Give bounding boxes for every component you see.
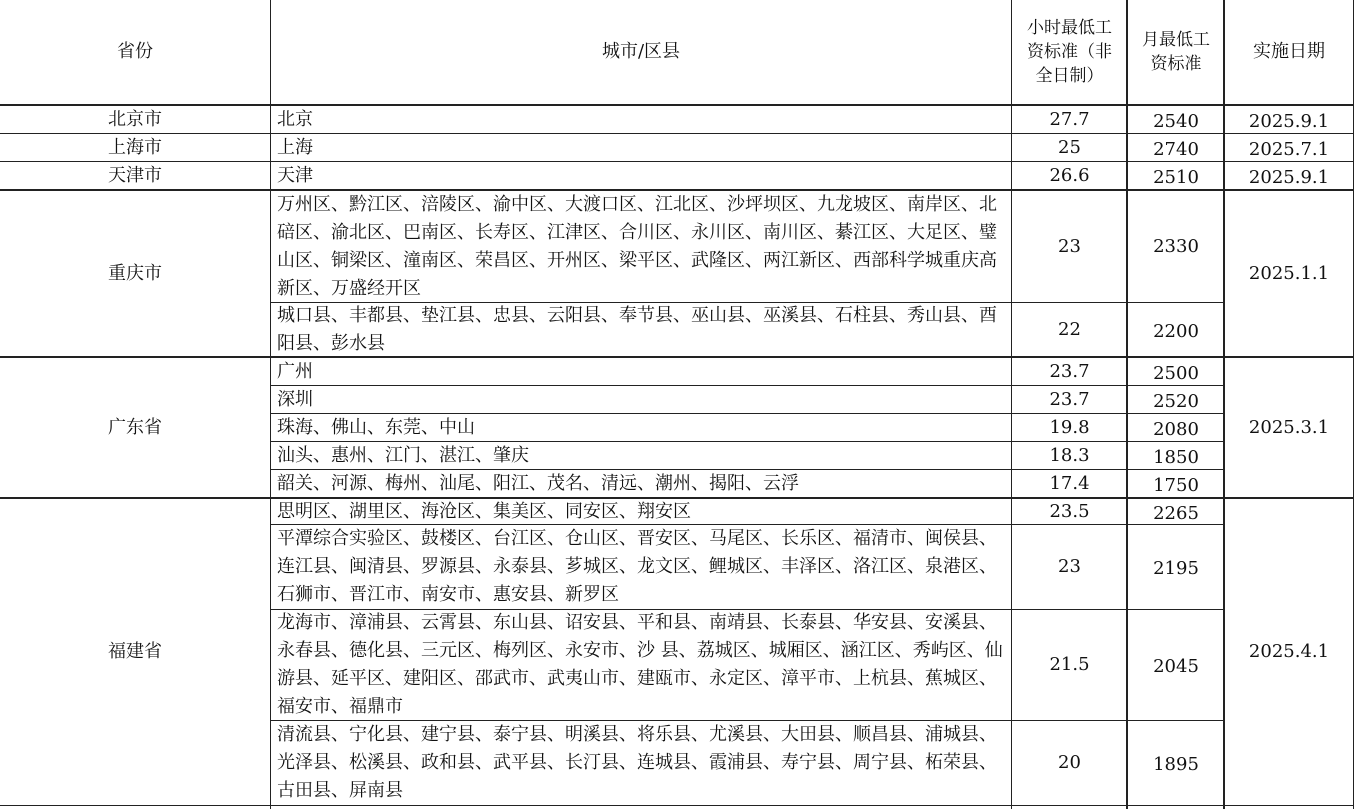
hourly-cell: 17.4	[1049, 472, 1090, 494]
hourly-cell: 23	[1058, 556, 1081, 577]
monthly-cell: 2330	[1153, 235, 1199, 257]
city-cell: 珠海、佛山、东莞、中山	[277, 416, 475, 438]
date-cell: 2025.9.1	[1248, 166, 1330, 188]
grid-line	[0, 497, 1354, 499]
date-cell: 2025.4.1	[1248, 640, 1330, 662]
grid-line	[1126, 0, 1128, 809]
monthly-cell: 2265	[1153, 502, 1199, 524]
header-province: 省份	[117, 41, 153, 62]
hourly-cell: 22	[1058, 318, 1081, 340]
city-cell: 城口县、丰都县、垫江县、忠县、云阳县、奉节县、巫山县、巫溪县、石柱县、秀山县、酉阳县、彭水县	[277, 304, 997, 354]
grid-line	[1353, 0, 1354, 809]
hourly-cell: 23.7	[1049, 360, 1090, 382]
hourly-cell: 23	[1058, 235, 1081, 257]
grid-line	[1011, 0, 1012, 809]
province-cell: 广东省	[108, 416, 162, 438]
grid-line	[270, 0, 271, 809]
grid-line	[1223, 0, 1225, 809]
grid-line	[0, 161, 1354, 162]
province-cell: 上海市	[108, 136, 162, 158]
city-cell: 万州区、黔江区、涪陵区、渝中区、大渡口区、江北区、沙坪坝区、九龙坡区、南岸区、北碚区、渝北区、巴南区、长寿区、江津区、合川区、永川区、南川区、綦江区、大足区、璧山区、铜梁区、潼南区、荣昌区、开州区、梁平区、武隆区、两江新区、西部科学城重庆高新区、万盛经开区	[277, 193, 997, 299]
city-cell: 龙海市、漳浦县、云霄县、东山县、诏安县、平和县、南靖县、长泰县、华安县、安溪县、永春县、德化县、三元区、梅列区、永安市、沙 县、荔城区、城厢区、涵江区、秀屿区、仙游县、延平区、建阳区、邵武市、武夷山市、建瓯市、永定区、漳平市、上杭县、蕉城区、福安市、福鼎市	[277, 612, 1003, 717]
monthly-cell: 2510	[1153, 166, 1199, 188]
province-cell: 北京市	[108, 108, 162, 130]
grid-line	[270, 441, 1224, 442]
header-hourly: 小时最低工资标准（非全日制）	[1027, 18, 1112, 86]
grid-line	[270, 524, 1224, 525]
grid-line	[270, 413, 1224, 414]
city-cell: 韶关、河源、梅州、汕尾、阳江、茂名、清远、潮州、揭阳、云浮	[277, 472, 799, 494]
hourly-cell: 26.6	[1049, 164, 1090, 186]
header-city: 城市/区县	[601, 41, 681, 62]
date-cell: 2025.7.1	[1248, 138, 1330, 160]
city-cell: 平潭综合实验区、鼓楼区、台江区、仓山区、晋安区、马尾区、长乐区、福清市、闽侯县、连江县、闽清县、罗源县、永泰县、芗城区、龙文区、鲤城区、丰泽区、洛江区、泉港区、石狮市、晋江市、南安市、惠安县、新罗区	[277, 528, 997, 605]
grid-line	[0, 133, 1354, 134]
monthly-cell: 2045	[1153, 656, 1199, 677]
grid-line	[0, 805, 1354, 806]
header-monthly: 月最低工资标准	[1142, 30, 1210, 74]
grid-line	[270, 609, 1224, 610]
city-cell: 汕头、惠州、江门、湛江、肇庆	[277, 444, 529, 466]
hourly-cell: 27.7	[1049, 108, 1090, 130]
grid-line	[0, 189, 1354, 191]
monthly-cell: 2080	[1153, 418, 1199, 440]
grid-line	[270, 385, 1224, 386]
monthly-cell: 1895	[1153, 753, 1199, 775]
monthly-cell: 1750	[1153, 474, 1199, 496]
hourly-cell: 19.8	[1049, 416, 1090, 438]
date-cell: 2025.3.1	[1248, 416, 1330, 438]
city-cell: 广州	[277, 360, 313, 382]
hourly-cell: 21.5	[1049, 654, 1090, 675]
grid-line	[270, 720, 1224, 721]
grid-line	[270, 302, 1224, 303]
monthly-cell: 1850	[1153, 446, 1199, 468]
province-cell: 天津市	[108, 164, 162, 186]
hourly-cell: 23.7	[1049, 388, 1090, 410]
province-cell: 重庆市	[108, 262, 162, 284]
city-cell: 上海	[277, 136, 313, 158]
hourly-cell: 18.3	[1049, 444, 1090, 466]
grid-line	[0, 356, 1354, 358]
monthly-cell: 2520	[1153, 390, 1199, 412]
hourly-cell: 25	[1058, 136, 1081, 158]
monthly-cell: 2740	[1153, 138, 1199, 160]
city-cell: 思明区、湖里区、海沧区、集美区、同安区、翔安区	[277, 500, 691, 522]
grid-line	[270, 469, 1224, 470]
header-date: 实施日期	[1253, 41, 1325, 62]
city-cell: 北京	[277, 108, 313, 130]
hourly-cell: 20	[1058, 751, 1081, 773]
grid-line	[0, 104, 1354, 106]
city-cell: 天津	[277, 164, 313, 186]
city-cell: 深圳	[277, 388, 313, 410]
monthly-cell: 2200	[1153, 320, 1199, 342]
monthly-cell: 2540	[1153, 110, 1199, 132]
date-cell: 2025.9.1	[1248, 110, 1330, 132]
monthly-cell: 2195	[1153, 558, 1199, 579]
date-cell: 2025.1.1	[1248, 262, 1330, 284]
hourly-cell: 23.5	[1049, 500, 1090, 522]
city-cell: 清流县、宁化县、建宁县、泰宁县、明溪县、将乐县、尤溪县、大田县、顺昌县、浦城县、光泽县、松溪县、政和县、武平县、长汀县、连城县、霞浦县、寿宁县、周宁县、柘荣县、古田县、屏南县	[277, 723, 997, 801]
monthly-cell: 2500	[1153, 362, 1199, 384]
province-cell: 福建省	[108, 640, 162, 662]
